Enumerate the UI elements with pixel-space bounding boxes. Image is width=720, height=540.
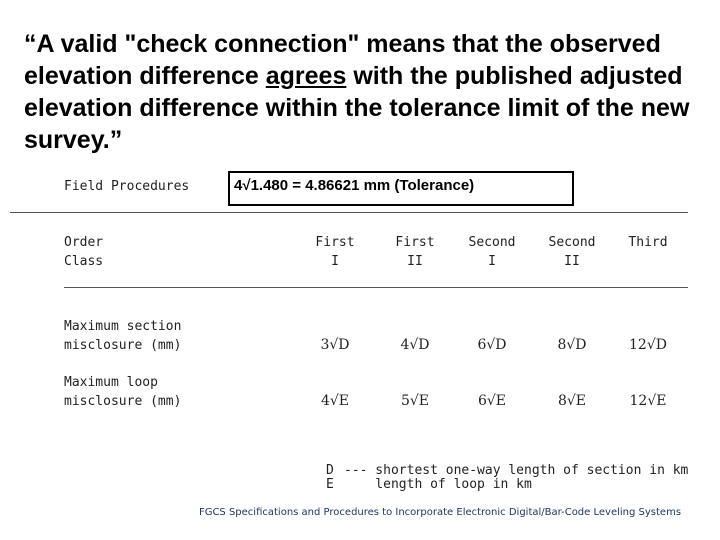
row-label-line2: misclosure (mm)	[64, 338, 182, 353]
column-order-3: Second	[468, 235, 516, 250]
table-cell: 5√E	[400, 393, 430, 409]
row-label-line1: Maximum section	[64, 319, 182, 334]
column-order-5: Third	[628, 235, 668, 250]
column-class-2: II	[407, 254, 423, 269]
table-cell: 4√E	[320, 393, 350, 409]
table-cell: 12√D	[629, 337, 667, 353]
column-order-1: First	[315, 235, 355, 250]
quote-part-1: “A valid "check connection" means that the observed elevation difference	[24, 30, 661, 90]
header-divider	[64, 287, 688, 288]
table-cell: 4√D	[400, 337, 430, 353]
table-cell: 6√E	[477, 393, 507, 409]
quote-text	[24, 28, 704, 156]
tolerance-note: 4√1.480 = 4.86621 mm (Tolerance)	[228, 171, 574, 206]
footer-caption: FGCS Specifications and Procedures to Incorporate Electronic Digital/Bar-Code Leveling Systems	[198, 507, 682, 518]
column-order-2: First	[395, 235, 435, 250]
legend-symbol-e: E	[326, 477, 334, 492]
legend-text-d: --- shortest one-way length of section in km	[344, 463, 689, 478]
row-label-line2: misclosure (mm)	[64, 394, 182, 409]
table-cell: 6√D	[477, 337, 507, 353]
quote-part-2: with the published adjusted elevation difference within the tolerance limit of the new survey.”	[24, 62, 690, 154]
column-class-4: II	[564, 254, 580, 269]
row-label-line1: Maximum loop	[64, 375, 158, 390]
table-cell: 3√D	[320, 337, 350, 353]
legend-text-e: length of loop in km	[344, 477, 532, 492]
table-cell: 8√E	[557, 393, 587, 409]
legend-symbol-d: D	[326, 463, 334, 478]
column-class-1: I	[331, 254, 339, 269]
column-order-4: Second	[548, 235, 596, 250]
table-cell: 12√E	[629, 393, 667, 409]
order-label: Order	[64, 235, 104, 250]
column-class-3: I	[488, 254, 496, 269]
quote-underlined-word: agrees	[265, 62, 347, 90]
section-title: Field Procedures	[64, 179, 190, 194]
top-divider	[10, 212, 688, 213]
table-cell: 8√D	[557, 337, 587, 353]
class-label: Class	[64, 254, 104, 269]
